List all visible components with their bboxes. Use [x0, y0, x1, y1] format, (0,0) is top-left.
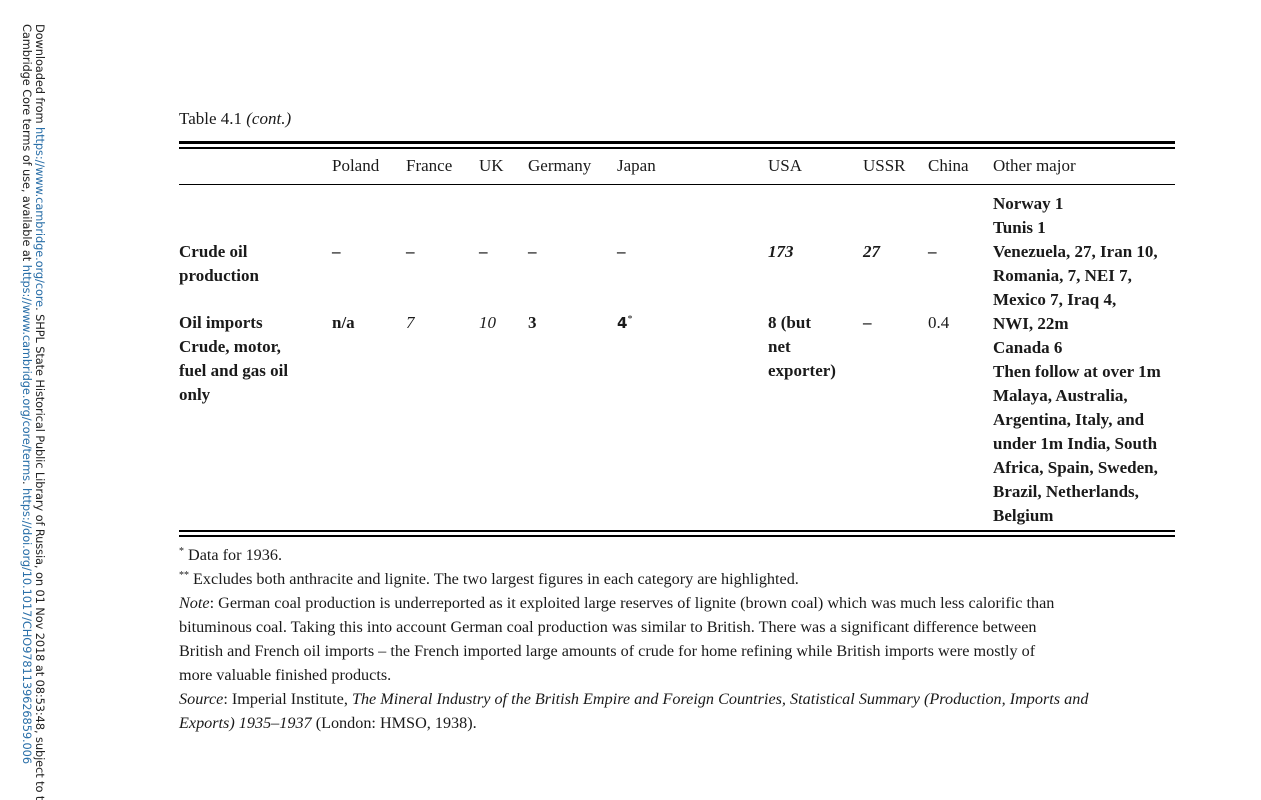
cell-crude-japan: –	[617, 242, 626, 261]
footnote-2-text: Excludes both anthracite and lignite. The two largest figures in each category are highlighted.	[189, 570, 799, 588]
cambridge-core-link[interactable]: https://www.cambridge.org/core	[33, 127, 47, 308]
header-rule	[179, 184, 1175, 185]
source-title: Exports) 1935–1937	[179, 714, 312, 732]
other-major-line: Romania, 7, NEI 7,	[993, 266, 1132, 285]
footnote-2	[179, 567, 1179, 591]
cell-imports-france: 7	[406, 313, 415, 332]
source-line	[179, 711, 1179, 735]
source-line	[179, 687, 1179, 711]
other-major-line: Belgium	[993, 506, 1054, 525]
other-major-line: Then follow at over 1m	[993, 362, 1161, 381]
table-notes	[179, 543, 1179, 735]
terms-link[interactable]: https://www.cambridge.org/core/terms	[20, 264, 34, 481]
table-top-rule-thick	[179, 141, 1175, 144]
cell-crude-france: –	[406, 242, 415, 261]
other-major-line: Malaya, Australia,	[993, 386, 1128, 405]
other-major-line: Venezuela, 27, Iran 10,	[993, 242, 1158, 261]
col-header-other-major: Other major	[993, 156, 1076, 175]
footnote-marker: *	[627, 314, 633, 325]
table-top-rule-thin	[179, 147, 1175, 149]
other-major-line: Mexico 7, Iraq 4,	[993, 290, 1117, 309]
caption-cont: (cont.)	[246, 109, 292, 128]
other-major-line: Canada 6	[993, 338, 1063, 357]
note-label: Note	[179, 594, 210, 612]
cell-crude-china: –	[928, 242, 937, 261]
note-line: more valuable finished products.	[179, 666, 392, 684]
usa-line: exporter)	[768, 361, 836, 380]
download-text: Downloaded from	[33, 24, 47, 128]
cell-crude-usa: 173	[768, 242, 794, 261]
source-publisher: (London: HMSO, 1938).	[311, 714, 477, 732]
cell-imports-uk: 10	[479, 313, 496, 332]
cell-crude-uk: –	[479, 242, 488, 261]
source-label: Source	[179, 690, 224, 708]
caption-text: Table 4.1	[179, 109, 247, 128]
other-major-line: Norway 1	[993, 194, 1064, 213]
col-header-poland: Poland	[332, 156, 380, 175]
table-caption	[179, 109, 291, 129]
doi-link[interactable]: https://doi.org/10.1017/CHO9781139626859.006	[20, 488, 34, 764]
download-line	[33, 24, 47, 800]
footnote-1-text: Data for 1936.	[184, 546, 282, 564]
cell-crude-ussr: 27	[863, 242, 880, 261]
row-label-line: production	[179, 266, 259, 285]
terms-separator: .	[20, 480, 34, 489]
usa-line: net	[768, 337, 791, 356]
cell-imports-poland: n/a	[332, 313, 355, 332]
footnote-2-marker: **	[179, 570, 189, 581]
row-label-line: Crude, motor,	[179, 337, 281, 356]
japan-value: 4	[617, 314, 628, 332]
row-label-line: fuel and gas oil	[179, 361, 289, 380]
other-major-line: NWI, 22m	[993, 314, 1069, 333]
download-notice	[0, 0, 60, 799]
other-major-column	[993, 192, 1161, 528]
terms-text: Cambridge Core terms of use, available at	[20, 24, 34, 265]
footnote-1-marker: *	[179, 546, 184, 557]
note-text: : German coal production is underreported as it exploited large reserves of lignite (brown coal) which was much less calorific than	[209, 594, 1055, 612]
cell-imports-china: 0.4	[928, 313, 950, 332]
footnote-1	[179, 543, 1179, 567]
row-label-line: Oil imports	[179, 313, 263, 332]
cell-crude-poland: –	[332, 242, 341, 261]
download-info: . SHPL State Historical Public Library of Russia, on 01 Nov 2018 at 08:53:48, subject to t	[33, 307, 47, 800]
other-major-line: Brazil, Netherlands,	[993, 482, 1139, 501]
col-header-usa: USA	[768, 156, 803, 175]
row-label-line: only	[179, 385, 211, 404]
note-line	[179, 591, 1179, 615]
cell-crude-germany: –	[528, 242, 537, 261]
cell-imports-usa	[768, 311, 836, 383]
other-major-line: Tunis 1	[993, 218, 1046, 237]
cell-imports-germany: 3	[528, 313, 537, 332]
usa-line: 8 (but	[768, 313, 811, 332]
cell-imports-japan	[617, 311, 632, 335]
col-header-ussr: USSR	[863, 156, 906, 175]
other-major-line: Argentina, Italy, and	[993, 410, 1145, 429]
table-bottom-rule	[179, 535, 1175, 537]
note-line: bituminous coal. Taking this into account German coal production was similar to British. There was a significant difference between	[179, 618, 1037, 636]
other-major-line: under 1m India, South	[993, 434, 1158, 453]
note-line: British and French oil imports – the French imported large amounts of crude for home refining while British imports were mostly of	[179, 642, 1036, 660]
table-bottom-rule-thin	[179, 530, 1175, 532]
col-header-japan: Japan	[617, 156, 656, 175]
terms-line	[20, 24, 34, 764]
col-header-germany: Germany	[528, 156, 592, 175]
row-label-line: Crude oil	[179, 242, 248, 261]
source-text: : Imperial Institute,	[223, 690, 352, 708]
row-label-crude-oil-production	[179, 240, 259, 288]
col-header-france: France	[406, 156, 453, 175]
source-title: The Mineral Industry of the British Empire and Foreign Countries, Statistical Summary (Production, Imports and	[351, 690, 1089, 708]
row-label-oil-imports	[179, 311, 288, 407]
col-header-china: China	[928, 156, 969, 175]
cell-imports-ussr: –	[863, 313, 872, 332]
col-header-uk: UK	[479, 156, 504, 175]
other-major-line: Africa, Spain, Sweden,	[993, 458, 1158, 477]
